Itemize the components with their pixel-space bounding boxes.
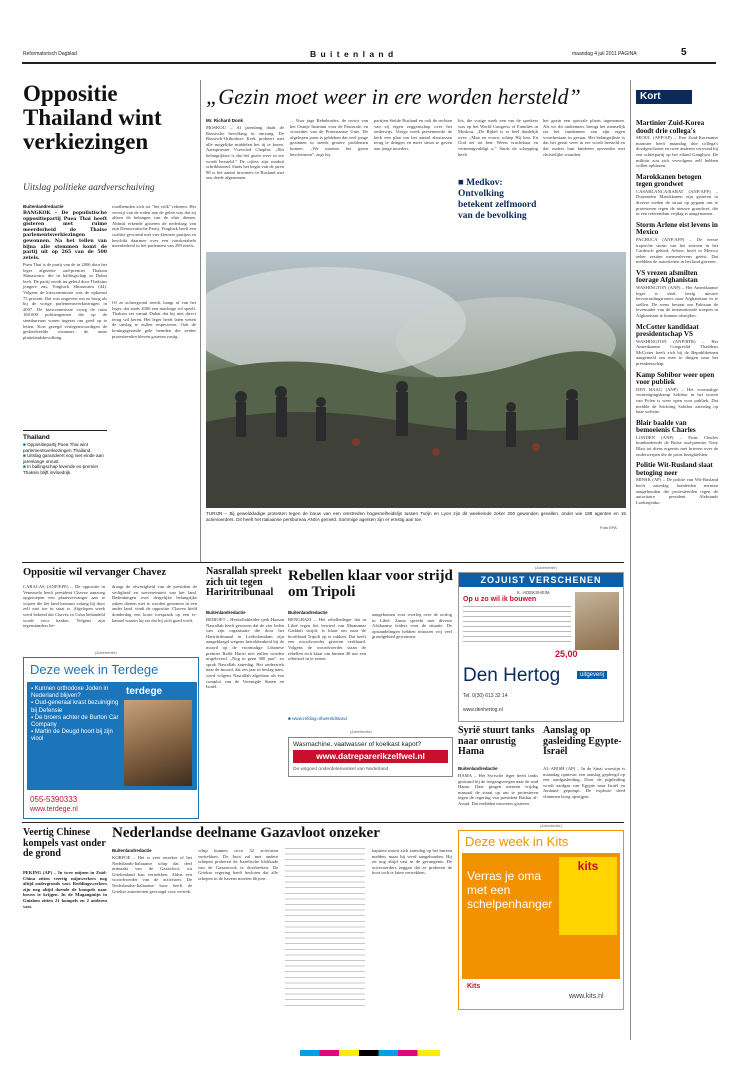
section-title: B u i t e n l a n d: [310, 49, 395, 59]
page-date: maandag 4 juli 2011 PAGINA: [572, 51, 637, 57]
chavez-headline: Oppositie wil vervanger Chavez: [23, 567, 167, 578]
lead-body2: roodhemden zich tot "het volk" rekenen. Het verwijt van de roden aan de gelen was dat zij alleen de belangen van de elite dienen. Abhisit erkende gisteren de nederlaag van zijn Democratische Partij. Yingluck heeft een coalitie gevormd met vier kleinere partijen en beschikt daarmee over een comfortabele meerderheid in het parlement van 299 zetels.: [112, 204, 196, 249]
aanslag-body: AL-ARISH (AP) – In de Sinaï woestijn is maandag opnieuw een aanslag gepleegd op een aardgasleiding. Door de pijpleiding wordt aardgas van Egypte naar Israël en Jordanië gepompt. De explosie deed vlammen hoog opstijgen.: [543, 766, 625, 799]
kort-item: Martinier Zuid-Korea doodt drie collega's SEOUL (AFP/AP) – Een Zuid-Koreaanse marinier heeft maandag drie collega's doodgeschoten en twee anderen verwond bij een schietpartij op het eiland Ganghwa. De militair zou zich vervolgens zelf hebben willen opblazen.: [636, 119, 718, 169]
kort-item: Blair baalde van bemoeienis Charles LONDEN (ANP) – Prins Charles bombardeerde de Britse oud-premier Tony Blair tot diens ergernis met brieven over de onderwerpen die de prins bezighielden.: [636, 418, 718, 457]
nasrallah-credit: Buitenlandredactie: [206, 610, 246, 615]
chavez-body2: draagt de afwezigheid van de president de veiligheid en soevereiniteit van het land. Bedenkingen over dergelijke belangrijke zaken dienen niet te worden genomen in een ander land, vindt de oppositie. Chavez hield donderdag een korte toespraak op een tv-kanaal waarin hij zei dat hij zich goed voelt.: [112, 584, 197, 623]
lead-subhead: Uitslag politieke aardverschuiving: [23, 183, 155, 193]
kits-ad-label: (Advertentie): [540, 824, 562, 828]
header-rule: [22, 62, 716, 64]
kits-ad-url: www.kits.nl: [569, 993, 604, 1000]
thailand-box: [23, 430, 107, 476]
denhertog-ad-brand: Den Hertog: [463, 665, 561, 686]
kort-item: McCotter kandidaat presidentschap VS WASHINGTON (ANP/RTR) – Het Amerikaanse Congreslid Thaddeus McCotter heeft zich bij de Republikeinen aangemeld om mee te dingen naar het presidentschap.: [636, 322, 718, 367]
denhertog-ad-price: 25,00: [555, 649, 578, 659]
nasrallah-headline: Nasrallah spreekt zich uit tegen Hariritribunaal: [206, 566, 282, 598]
lead-headline: Oppositie Thailand wint verkiezingen: [23, 81, 162, 154]
denhertog-ad-label: (Advertentie): [535, 566, 557, 570]
denhertog-ad-top: ZOJUIST VERSCHENEN: [459, 573, 623, 587]
syrie-body: HAMA – Het Syrische leger heeft tanks gestuurd bij de toegangswegen naar de stad Hama. Daar gingen mensen vrijdag massaal de straat op om te protesteren tegen de regering van president Bashar al-Assad. Dat meldden inwoners gisteren.: [458, 773, 538, 806]
terdege-ad-title: Deze week in Terdege: [30, 662, 159, 677]
terdege-ad-bullet: ▪ Kunnen orthodoxe Joden in Nederland blijven?: [31, 686, 109, 700]
kort-item: Marokkanen betogen tegen grondwet CASABLANCA/RABAT (ANP/AFP) – Duizenden Marokkanen zijn gisteren in diverse steden de straat op gegaan om te protesteren tegen de nieuwe grondwet, die in een referendum vrijdag is aangenomen.: [636, 172, 718, 217]
denhertog-ad-title: Op u zo wil ik bouwen: [463, 596, 537, 603]
kits-ad-title: Deze week in Kits: [465, 834, 569, 849]
photo-credit: Foto EPA: [600, 525, 617, 530]
nasrallah-body: BEIROET – Hezbollahleider sjeik Hassan Nasrallah heeft gewezen dat de vier leden van zijn organisatie die door het Hariritribunaal in Leidschendam zijn aangeklaagd wegens betrokkenheid bij de moord op de voormalige Libanese premier Rafik Hariri niet zullen worden uitgeleverd. „Nog in geen 300 jaar”, zo sprak Nasrallah zaterdag. Het onderzoek naar de moord, dat zes jaar in beslag nam, werd volgens Nasrallah afgedaan als een complot van de Verenigde Staten en Israël.: [206, 617, 284, 690]
feature-col3: partijen Stelde Rusland en ook de rechten van zij eigen zeggenschap over het onderwijs. Vorige week presenteerde de kerk een plan om het aantal abortussen terug te dringen en meer steun te geven aan jonge moeders.: [374, 118, 452, 151]
denhertog-ad-sub: uitgeverij: [577, 671, 607, 679]
gazavloot-col-filler: [285, 848, 365, 1008]
chinese-headline: Veertig Chinese kompels vast onder de grond: [23, 827, 106, 859]
thailand-box-title: Thailand: [23, 434, 50, 441]
photo-illustration: [206, 252, 626, 508]
rebellen-link[interactable]: ■ www.refdag.nl/wereldstand: [288, 716, 347, 721]
gazavloot-body2: schip kunnen circa 32 activisten vertrekken. De boot zal met andere schepen proberen de Israëlische blokkade van de Gazastrook te doorbreken. De Griekse regering heeft besloten dat alle schepen in de havens moeten blijven.: [198, 848, 278, 881]
lead-credit: Buitenlandredactie: [23, 204, 64, 209]
gazavloot-body3: kapitein moest zich zaterdag op het bureau melden, maar hij werd aangehouden. Hij zit nog altijd vast in de gevangenis. De actievoerders zeggen dat ze proberen de boot toch te laten vertrekken.: [372, 848, 452, 876]
rebellen-headline: Rebellen klaar voor strijd om Tripoli: [288, 568, 453, 600]
kort-list: [636, 120, 718, 510]
denhertog-ad-author: K. HOEKSHEIM: [517, 590, 550, 595]
terdege-ad-url: www.terdege.nl: [30, 806, 78, 813]
feature-col1: MOSKOU – Al jarenlang daalt de Russische bevolking in omvang. De Russisch-Orthodoxe Kerk probeert met alle mogelijke middelen het tij te keren. Aartspriester Vsevolod Chaplin: „Het belangrijkste is dat het gezin weer in ere wordt hersteld.” De cijfers zijn ronduit schrikbarend. Sinds het begin van de jaren 90 is het aantal inwoners in Rusland met een derde afgenomen.: [206, 125, 284, 181]
wasmachine-ad-label: (Advertentie): [350, 730, 372, 734]
section-rule: [22, 562, 624, 563]
denhertog-ad[interactable]: [458, 572, 624, 722]
chinese-body: PEKING (AP) – In twee mijnen in Zuid-China zitten veertig mijnwerkers nog altijd ondergronds vast. Reddingswerkers zijn nog altijd doende de kompels naar boven te krijgen. In de Mugangmijn in Guizhou zitten 21 kompels en 2 anderen vast.: [23, 870, 107, 909]
aanslag-headline: Aanslag op gasleiding Egypte-Israël: [543, 725, 622, 757]
photo-caption: TURIJN – Bij gewelddadige protesten tegen de bouw van een omstreden hogesnelheidslijn tussen Turijn en Lyon zijn dit weekeinde zeker 200 gewonden gevallen, onder wie 188 agenten en 15 actievoerders. Dit heeft het Italiaanse persbureau ANSA gemeld. Sommige agenten zijn er ernstig aan toe.: [206, 511, 626, 522]
terdege-ad[interactable]: [23, 657, 199, 819]
rebellen-credit: Buitenlandredactie: [288, 610, 328, 615]
square-bullet-icon: ■: [458, 178, 467, 188]
kits-ad-brand: Kits: [467, 983, 481, 990]
page-number: 5: [681, 47, 687, 58]
denhertog-ad-book: [575, 592, 619, 650]
rebellen-body: BENGHAZI – Het rebellenleger dat in Libië tegen het bewind van Muammar Gaddafi strijdt, is klaar om naar de hoofdstad Tripoli op te rukken. Dat heeft een woordvoerder gisteren verklaard. Volgens de woordvoerder staan de rebellen zich klaar om binnen 48 uur een offensief in te zetten.: [288, 617, 366, 662]
lower-rule: [22, 822, 624, 823]
feature-col4: lits, die vorige week een van de sprekers was op het World Congress of Families in Moskou. „De Bijbel is er heel duidelijk over: „Man en vrouw schiep Hij hen. En God zei tot hen: Weest vruchtbaar en vermenigvuldigt u.” Sinds de schepping heeft: [458, 118, 538, 157]
lead-body1: Puea Thai is de partij van de in 2006 door het leger afgezette oud-premier Thaksin Shinawatra, die in ballingschap in Dubai leeft. De partij wordt nu geleid door Thaksins jongere zus, Yingluck Shinawatra (44). Volgens de kiescommissie was de opkomst 75 procent. Dat was ongeveer net zo hoog als bij de vorige parlementsverkiezingen in 2007. De kiescommissie vroeg de ruim 160.000 politieagenten die op de stembureaus waren ingezet om goed op te letten. Kort gezegd vertegenwoordigen de gedoodverfde winnaars de arme plattelandsbevolking.: [23, 262, 107, 340]
lead-intro: BANGKOK – De populistische oppositiepartij Puea Thai heeft gisteren met ruime meerderheid de Thaise parlementsverkiezingen gewonnen. Na het tellen van bijna alle stemmen komt de partij uit op 265 van de 500 zetels.: [23, 211, 107, 261]
terdege-ad-bullet: ▪ Martin de Deugd hoort bij zijn viool: [31, 729, 113, 743]
denhertog-ad-text: [463, 606, 571, 646]
chavez-body: CARACAS (ANP/EFE) – De oppositie in Venezuela heeft president Chavez aanzoeg opgeroepen een plaatsvervanger aan te wijzen die het land bestuurt zolang hij door zelf niet toe in staat is. Afgelopen week werd bekend dat Chavez in Cuba behandeld wordt voor kanker. Volgens zijn tegenstanders be-: [23, 584, 105, 629]
kits-ad-cover: kits: [559, 857, 617, 935]
kort-divider: [630, 80, 631, 1040]
kort-item: Politie Wit-Rusland slaat betoging neer MINSK (AP) – De politie van Wit-Rusland heeft zaterdag honderden mensen aangehouden die protesteerden tegen de autoritaire president Aleksandr Loekasjenko.: [636, 461, 718, 505]
kort-item: VS vrezen afsmilten foerage Afghanistan WASHINGTON (ANP) – Het Amerikaanse leger is druk bezig nieuwe bevoorradingsroutes naar Afghanistan in te stellen. De wens bestaat om Pakistan de levensader van de internationale troepen in Afghanistan te kunnen afsnijden.: [636, 268, 718, 318]
syrie-credit: Buitenlandredactie: [458, 766, 498, 771]
gazavloot-body: KORFOE – Het is zeer onzeker of het Nederlands-Italiaanse schip dat deel uitmaakt van de Gazavloot, uit Griekenland kan vertrekken. Aldus een woordvoerder van de activisten. De Nederlandse-Italiaanse boot heeft de Griekse autoriteiten gevraagd voor vertrek.: [112, 855, 192, 894]
wasmachine-ad-url: www.datreparerikzelfwel.nl: [293, 750, 448, 763]
syrie-headline: Syrië stuurt tanks naar onrustig Hama: [458, 725, 535, 757]
terdege-ad-label: (Advertentie): [95, 651, 117, 655]
kort-title: Kort: [636, 90, 692, 104]
wasmachine-ad-line3: De witgoed onderdelenwinkel van Nederland: [293, 767, 389, 772]
masthead-left: Reformatorisch Dagblad: [23, 51, 77, 57]
denhertog-ad-tel: Tel. 0(30) 613 32 14: [463, 693, 508, 699]
terdege-ad-phone: 055-5390333: [30, 795, 78, 804]
feature-col5: het gezin een speciale plaats ingenomen. Als we dit ontkennen, brengt het menselijk ras het fundament van zijn eigen voortbestaan in gevaar. Het belangrijkste is dat het gezin weer in ere wordt hersteld en dat ouders hun kinderen opvoeden met christelijke waarden.: [543, 118, 625, 157]
thailand-box-item: ■ Uitslag garandeert nog niet einde aan jarenlange onrust.: [23, 453, 107, 464]
gazavloot-credit: Buitenlandredactie: [112, 848, 152, 853]
wasmachine-ad[interactable]: [288, 737, 453, 777]
feature-side-title: ■ Medkov: Ontvolking betekent zelfmoord van de bevolking: [458, 178, 537, 221]
terdege-ad-bullet: ▪ De broers achter de Burton Car Company: [31, 714, 119, 729]
feature-headline: „Gezin moet weer in ere worden hersteld”: [206, 84, 581, 109]
feature-credit: Mr. Richard Donk: [206, 118, 244, 123]
print-registration-bar: [300, 1050, 440, 1056]
kits-ad[interactable]: [458, 830, 624, 1010]
lead-divider: [200, 80, 201, 562]
thailand-box-item: ■ Oppositiepartij Puea Thai wint parlementsverkiezingen Thailand.: [23, 442, 107, 453]
terdege-ad-cover: [124, 700, 192, 786]
rebellen-body2: aangekomen voor overleg over de oorlog in Libië. Zuma spreekt met diverse Afrikaanse leiders over de situatie. De opstandelingen hebben intussen vrij veel grondgebied gewonnen.: [372, 612, 452, 640]
thailand-box-item: ■ In ballingschap levende ex-premier Thaksin blijft invloedrijk.: [23, 464, 107, 475]
feature-col2: ... Voor jage Rebebordes, de rector van het Oranje Instituut voor de Pastorale, en voorzitter van de Protestantse Unie. De afgelopen jaren is gebleken dat veel jonge gezinnen in steeds grotere problemen komen. „We moeten het gezin beschermen”, zegt hij.: [290, 118, 368, 157]
wasmachine-ad-line1: Wasmachine, vaatwasser of koelkast kapot?: [293, 741, 422, 748]
kort-item: Storm Arlene eist levens in Mexico PACHUCA (ANP/AFP) – De eerste tropische storm van het seizoen in het Caribisch gebied, Arlene, heeft in Mexico zeker zestien mensenlevens geëist. Dat meldden de autoriteiten in het land gisteren.: [636, 220, 718, 265]
kits-ad-slogan: Verras je oma met een schelpenhanger: [467, 869, 553, 911]
gazavloot-headline: Nederlandse deelname Gazavloot onzeker: [112, 825, 380, 841]
kort-item: Kamp Sobibor weer open voor publiek DEN HAAG (ANP) – Het voormalige vernietigingskamp Sobibor in het oosten van Polen is weer open voor publiek. Dat meldde de Stichting Sobibor zaterdag op haar website.: [636, 370, 718, 415]
lead-body3: Of ze achtergrond treedt, hangt af van het leger, dat sinds 2006 een machtige rol speelt. Thaksin zei vanuit Dubai dat hij niet direct terug wil keren. Het leger heeft laten weten de uitslag te zullen respecteren. Ook de koningsgezinde gele hemden die eerder protesteerden bleven gisteren rustig.: [112, 300, 196, 339]
terdege-ad-mag: terdege: [126, 686, 163, 697]
denhertog-ad-web: www.denhertog.nl: [463, 707, 503, 713]
protest-photo: [206, 252, 626, 508]
terdege-ad-bullet: ▪ Oud-generaal krast bezuiniging bij Defensie: [31, 700, 119, 714]
terdege-ad-bullets: [31, 686, 123, 744]
square-bullet-icon: ■: [288, 716, 293, 721]
